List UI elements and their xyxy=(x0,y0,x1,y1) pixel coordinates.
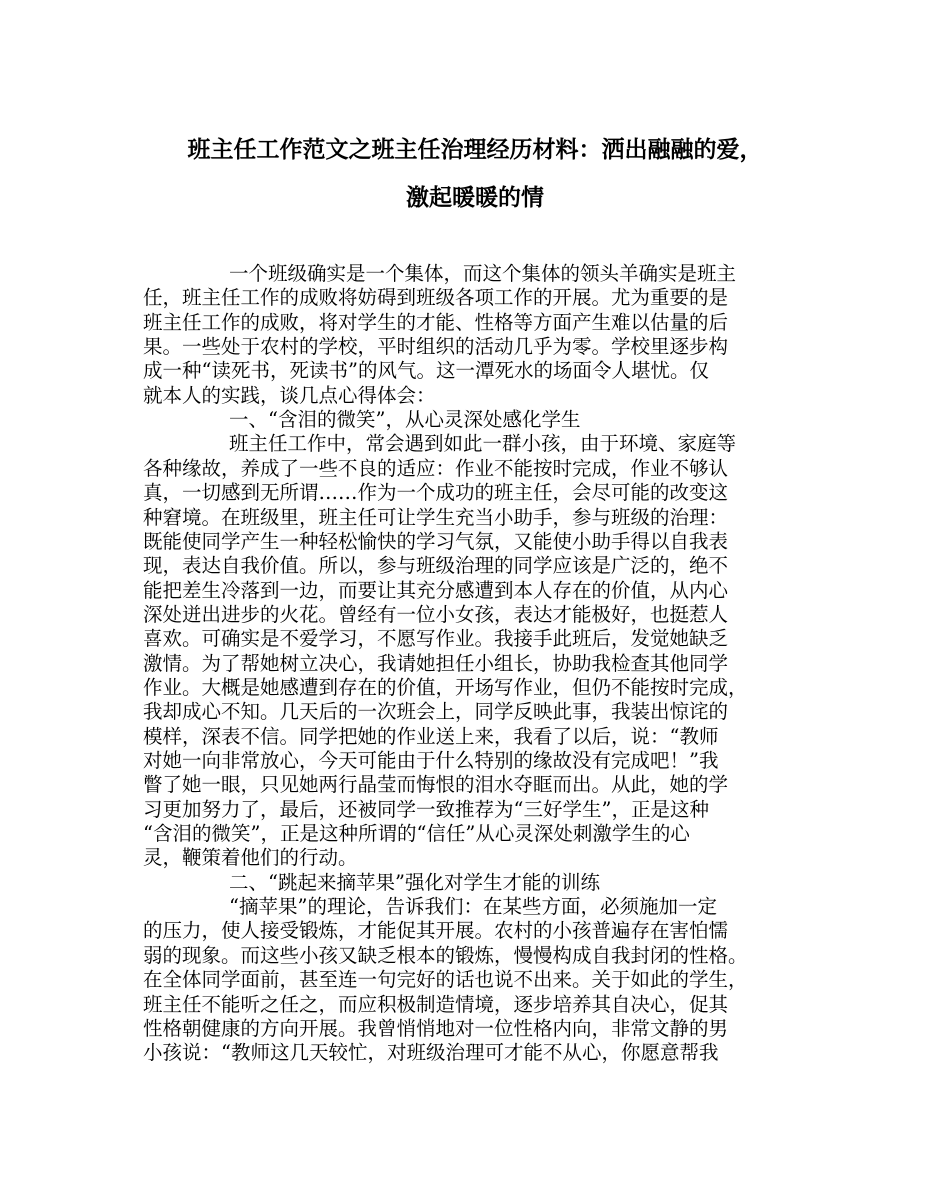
body-line: 就本人的实践，谈几点心得体会： xyxy=(143,383,436,407)
body-line: “含泪的微笑”，正是这种所谓的“信任”从心灵深处刺激学生的心 xyxy=(143,822,690,846)
body-line: 作业。大概是她感遭到存在的价值，开场写作业，但仍不能按时完成， xyxy=(143,675,748,699)
body-line: 一个班级确实是一个集体，而这个集体的领头羊确实是班主 xyxy=(229,262,737,285)
body-line: 灵，鞭策着他们的行动。 xyxy=(143,846,358,870)
body-line: 成一种“读死书，死读书”的风气。这一潭死水的场面令人堪忧。仅 xyxy=(143,359,709,383)
body-line: 性格朝健康的方向开展。我曾悄悄地对一位性格内向，非常文静的男 xyxy=(143,1016,729,1040)
body-line: 在全体同学面前，甚至连一句完好的话也说不出来。关于如此的学生， xyxy=(143,968,748,992)
body-line: 弱的现象。而这些小孩又缺乏根本的锻炼，慢慢构成自我封闭的性格。 xyxy=(143,943,748,967)
body-line: 班主任工作中，常会遇到如此一群小孩，由于环境、家庭等 xyxy=(229,432,737,456)
body-line: 的压力，使人接受锻炼，才能促其开展。农村的小孩普遍存在害怕懦 xyxy=(143,919,729,943)
body-line: 对她一向非常放心，今天可能由于什么特别的缘故没有完成吧！”我 xyxy=(143,749,719,772)
body-line: “摘苹果”的理论，告诉我们：在某些方面，必须施加一定 xyxy=(229,895,717,919)
body-line: 深处迸出进步的火花。曾经有一位小女孩，表达才能极好，也挺惹人 xyxy=(143,602,729,626)
body-line: 二、“跳起来摘苹果”强化对学生才能的训练 xyxy=(229,870,600,894)
body-line: 习更加努力了，最后，还被同学一致推荐为“三好学生”，正是这种 xyxy=(143,797,709,821)
body-line: 班主任工作的成败，将对学生的才能、性格等方面产生难以估量的后 xyxy=(143,310,729,334)
body-line: 各种缘故，养成了一些不良的适应：作业不能按时完成，作业不够认 xyxy=(143,456,729,480)
body-line: 能把差生冷落到一边，而要让其充分感遭到本人存在的价值，从内心 xyxy=(143,578,729,602)
body-line: 真，一切感到无所谓……作为一个成功的班主任，会尽可能的改变这 xyxy=(143,481,729,505)
body-line: 现，表达自我价值。所以，参与班级治理的同学应该是广泛的，绝不 xyxy=(143,554,729,578)
body-line: 既能使同学产生一种轻松愉快的学习气氛，又能使小助手得以自我表 xyxy=(143,529,729,553)
document-title-line-1: 班主任工作范文之班主任治理经历材料：洒出融融的爱， xyxy=(187,136,763,163)
body-line: 任，班主任工作的成败将妨碍到班级各项工作的开展。尤为重要的是 xyxy=(143,286,729,310)
body-line: 瞥了她一眼，只见她两行晶莹而悔恨的泪水夺眶而出。从此，她的学 xyxy=(143,773,729,797)
body-line: 果。一些处于农村的学校，平时组织的活动几乎为零。学校里逐步构 xyxy=(143,335,729,359)
body-line: 小孩说：“教师这几天较忙，对班级治理可才能不从心，你愿意帮我 xyxy=(143,1041,719,1065)
body-line: 我却成心不知。几天后的一次班会上，同学反映此事，我装出惊诧的 xyxy=(143,700,729,724)
body-line: 一、“含泪的微笑”，从心灵深处感化学生 xyxy=(229,408,581,432)
body-line: 模样，深表不信。同学把她的作业送上来，我看了以后，说：“教师 xyxy=(143,724,719,748)
body-line: 激情。为了帮她树立决心，我请她担任小组长，协助我检查其他同学 xyxy=(143,651,729,675)
body-line: 喜欢。可确实是不爱学习，不愿写作业。我接手此班后，发觉她缺乏 xyxy=(143,627,729,651)
body-line: 班主任不能听之任之，而应积极制造情境，逐步培养其自决心，促其 xyxy=(143,992,729,1016)
document-title-line-2: 激起暖暖的情 xyxy=(406,184,544,211)
body-line: 种窘境。在班级里，班主任可让学生充当小助手，参与班级的治理： xyxy=(143,505,729,529)
